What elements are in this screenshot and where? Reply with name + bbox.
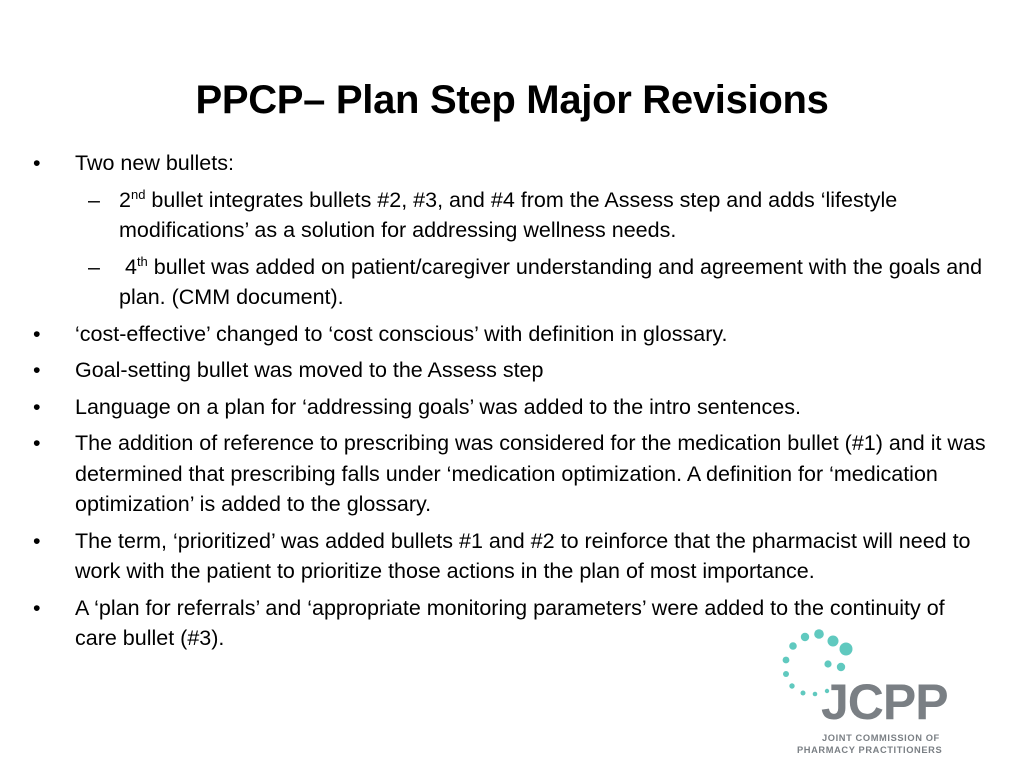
bullet-item — [0, 428, 1024, 520]
logo-dot — [840, 643, 853, 656]
bullet-text: Language on a plan for ‘addressing goals’ was added to the intro sentences. — [75, 394, 801, 419]
logo-dot — [801, 633, 809, 641]
logo-dot — [837, 663, 845, 671]
bullet-marker: • — [33, 595, 41, 620]
sub-bullet-item — [0, 252, 1024, 313]
logo-dot — [801, 691, 806, 696]
logo-name: JCPP — [821, 674, 948, 730]
sub-bullet-text: bullet was added on patient/caregiver understanding and agreement with the goals and plan. (CMM document). — [119, 254, 983, 309]
bullet-item — [0, 148, 1024, 179]
logo-subtitle-line2: PHARMACY PRACTITIONERS — [797, 745, 943, 755]
logo-dot — [783, 671, 789, 677]
bullet-marker: • — [33, 321, 41, 346]
bullet-marker: • — [33, 528, 41, 553]
dash-marker: – — [88, 187, 100, 212]
bullet-item — [0, 319, 1024, 350]
sub-bullet-text: bullet integrates bullets #2, #3, and #4 from the Assess step and adds ‘lifestyle modifications’ as a solution for addressing wellness needs. — [119, 187, 898, 242]
bullet-marker: • — [33, 151, 41, 175]
logo-dot — [789, 642, 797, 650]
logo-dot — [828, 636, 839, 647]
bullet-text: ‘cost-effective’ changed to ‘cost conscious’ with definition in glossary. — [75, 321, 728, 346]
bullet-item — [0, 526, 1024, 587]
bullet-text: The addition of reference to prescribing was considered for the medication bullet (#1) and it was determined that prescribing falls under ‘medication optimization. A definition for ‘medication optimization’ is added to the glossary. — [75, 431, 986, 516]
sub-bullet-number: 4 — [119, 254, 137, 279]
logo-dot — [814, 629, 824, 639]
bullet-text: The term, ‘prioritized’ was added bullets #1 and #2 to reinforce that the pharmacist will need to work with the patient to prioritize those actions in the plan of most importance. — [75, 528, 971, 583]
bullet-marker: • — [33, 394, 41, 419]
logo-dot — [783, 657, 790, 664]
logo-dot — [813, 692, 818, 697]
bullet-text: Two new bullets: — [75, 151, 234, 175]
sub-bullet-number: 2 — [119, 187, 131, 212]
jcpp-logo — [775, 622, 975, 762]
sub-bullet-item — [0, 185, 1024, 246]
bullet-text: Goal-setting bullet was moved to the Assess step — [75, 358, 544, 382]
bullet-marker: • — [33, 358, 41, 382]
bullet-item — [0, 355, 1024, 386]
ordinal-suffix: nd — [130, 186, 146, 202]
slide-title: PPCP– Plan Step Major Revisions — [195, 78, 829, 122]
bullet-list — [0, 148, 1024, 660]
bullet-marker: • — [33, 431, 41, 455]
ordinal-suffix: th — [136, 253, 148, 269]
bullet-text: A ‘plan for referrals’ and ‘appropriate monitoring parameters’ were added to the continuity of care bullet (#3). — [75, 595, 945, 650]
logo-dot — [824, 660, 831, 667]
logo-subtitle-line1: JOINT COMMISSION OF — [822, 733, 940, 743]
bullet-item — [0, 392, 1024, 423]
logo-dot — [789, 683, 794, 688]
dash-marker: – — [88, 254, 100, 279]
